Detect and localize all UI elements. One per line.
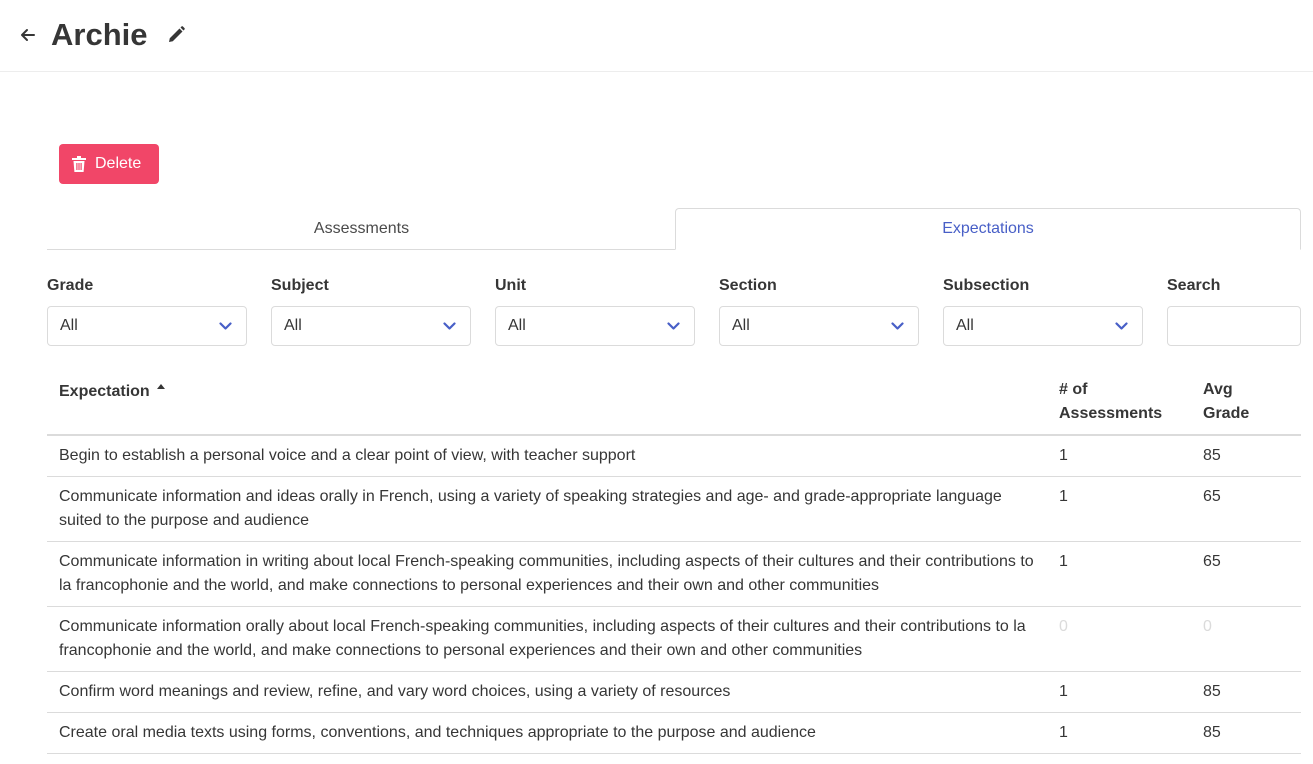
search-filter-label: Search — [1167, 277, 1221, 294]
unit-filter-label: Unit — [495, 277, 527, 294]
avg-grade-column-header[interactable] — [1203, 378, 1263, 426]
avg-grade-cell: 65 — [1203, 553, 1221, 570]
expectation-cell: Confirm word meanings and review, refine, and vary word choices, using a variety of resources — [59, 683, 731, 700]
unit-select-value: All — [508, 317, 526, 334]
table-row[interactable] — [47, 436, 1301, 477]
grade-select-value: All — [60, 317, 78, 334]
num-assessments-cell: 1 — [1059, 683, 1068, 700]
grade-select[interactable] — [47, 306, 247, 346]
unit-filter — [495, 276, 527, 334]
grade-filter — [47, 276, 94, 334]
avg-grade-cell: 85 — [1203, 447, 1221, 464]
table-row[interactable] — [47, 713, 1301, 754]
delete-button[interactable] — [59, 144, 159, 184]
expectation-cell: Communicate information and ideas orally in French, using a variety of speaking strategies and age- and grade-appropriate language suited to the purpose and audience — [59, 488, 1002, 529]
subsection-select[interactable] — [943, 306, 1143, 346]
table-header — [47, 370, 1301, 436]
subject-select[interactable] — [271, 306, 471, 346]
num-assessments-cell: 0 — [1059, 618, 1068, 635]
table-row[interactable] — [47, 607, 1301, 672]
avg-grade-cell: 65 — [1203, 488, 1221, 505]
pencil-icon[interactable] — [165, 24, 187, 46]
tab-expectations[interactable]: Expectations — [675, 208, 1301, 250]
avg-grade-cell: 85 — [1203, 724, 1221, 741]
expectation-cell: Create oral media texts using forms, conventions, and techniques appropriate to the purpose and audience — [59, 724, 816, 741]
trash-icon — [72, 156, 86, 172]
table-row[interactable] — [47, 542, 1301, 607]
tab-bar — [47, 208, 1301, 250]
section-filter — [719, 276, 777, 334]
page-header — [0, 0, 1313, 72]
table-row[interactable] — [47, 477, 1301, 542]
arrow-left-icon[interactable] — [17, 24, 39, 46]
chevron-down-icon — [667, 321, 680, 331]
num-assessments-cell: 1 — [1059, 553, 1068, 570]
num-assessments-cell: 1 — [1059, 724, 1068, 741]
tab-assessments[interactable]: Assessments — [313, 220, 410, 237]
num-assessments-header-line2: Assessments — [1059, 405, 1163, 422]
section-select[interactable] — [719, 306, 919, 346]
chevron-down-icon — [1115, 321, 1128, 331]
avg-grade-cell: 0 — [1203, 618, 1212, 635]
avg-grade-header-line2: Grade — [1203, 405, 1250, 422]
avg-grade-cell: 85 — [1203, 683, 1221, 700]
expectations-table — [47, 370, 1301, 754]
chevron-down-icon — [219, 321, 232, 331]
num-assessments-column-header[interactable] — [1059, 378, 1179, 426]
table-row[interactable] — [47, 672, 1301, 713]
unit-select[interactable] — [495, 306, 695, 346]
chevron-down-icon — [891, 321, 904, 331]
grade-filter-label: Grade — [47, 277, 94, 294]
avg-grade-header-line1: Avg — [1203, 381, 1233, 398]
expectation-cell: Begin to establish a personal voice and a clear point of view, with teacher support — [59, 447, 636, 464]
subject-filter-label: Subject — [271, 277, 329, 294]
search-input[interactable] — [1167, 306, 1301, 346]
subject-filter — [271, 276, 329, 334]
expectation-header-label: Expectation — [59, 383, 150, 400]
search-filter — [1167, 276, 1220, 296]
subsection-filter — [943, 276, 1030, 334]
num-assessments-cell: 1 — [1059, 488, 1068, 505]
expectation-column-header[interactable] — [59, 380, 166, 404]
subsection-select-value: All — [956, 317, 974, 334]
num-assessments-cell: 1 — [1059, 447, 1068, 464]
expectation-cell: Communicate information in writing about local French-speaking communities, including aspects of their cultures and their contributions to la francophonie and the world, and make connections to personal experiences and their own and other communities — [59, 553, 1034, 594]
num-assessments-header-line1: # of — [1059, 381, 1088, 398]
section-filter-label: Section — [719, 277, 777, 294]
section-select-value: All — [732, 317, 750, 334]
subject-select-value: All — [284, 317, 302, 334]
page-title: Archie — [51, 17, 148, 52]
chevron-down-icon — [443, 321, 456, 331]
subsection-filter-label: Subsection — [943, 277, 1030, 294]
expectation-cell: Communicate information orally about local French-speaking communities, including aspects of their cultures and their contributions to la francophonie and the world, and make connections to personal experiences and their own and other communities — [59, 618, 1026, 659]
sort-ascending-icon — [156, 382, 166, 390]
delete-button-label: Delete — [95, 155, 142, 172]
